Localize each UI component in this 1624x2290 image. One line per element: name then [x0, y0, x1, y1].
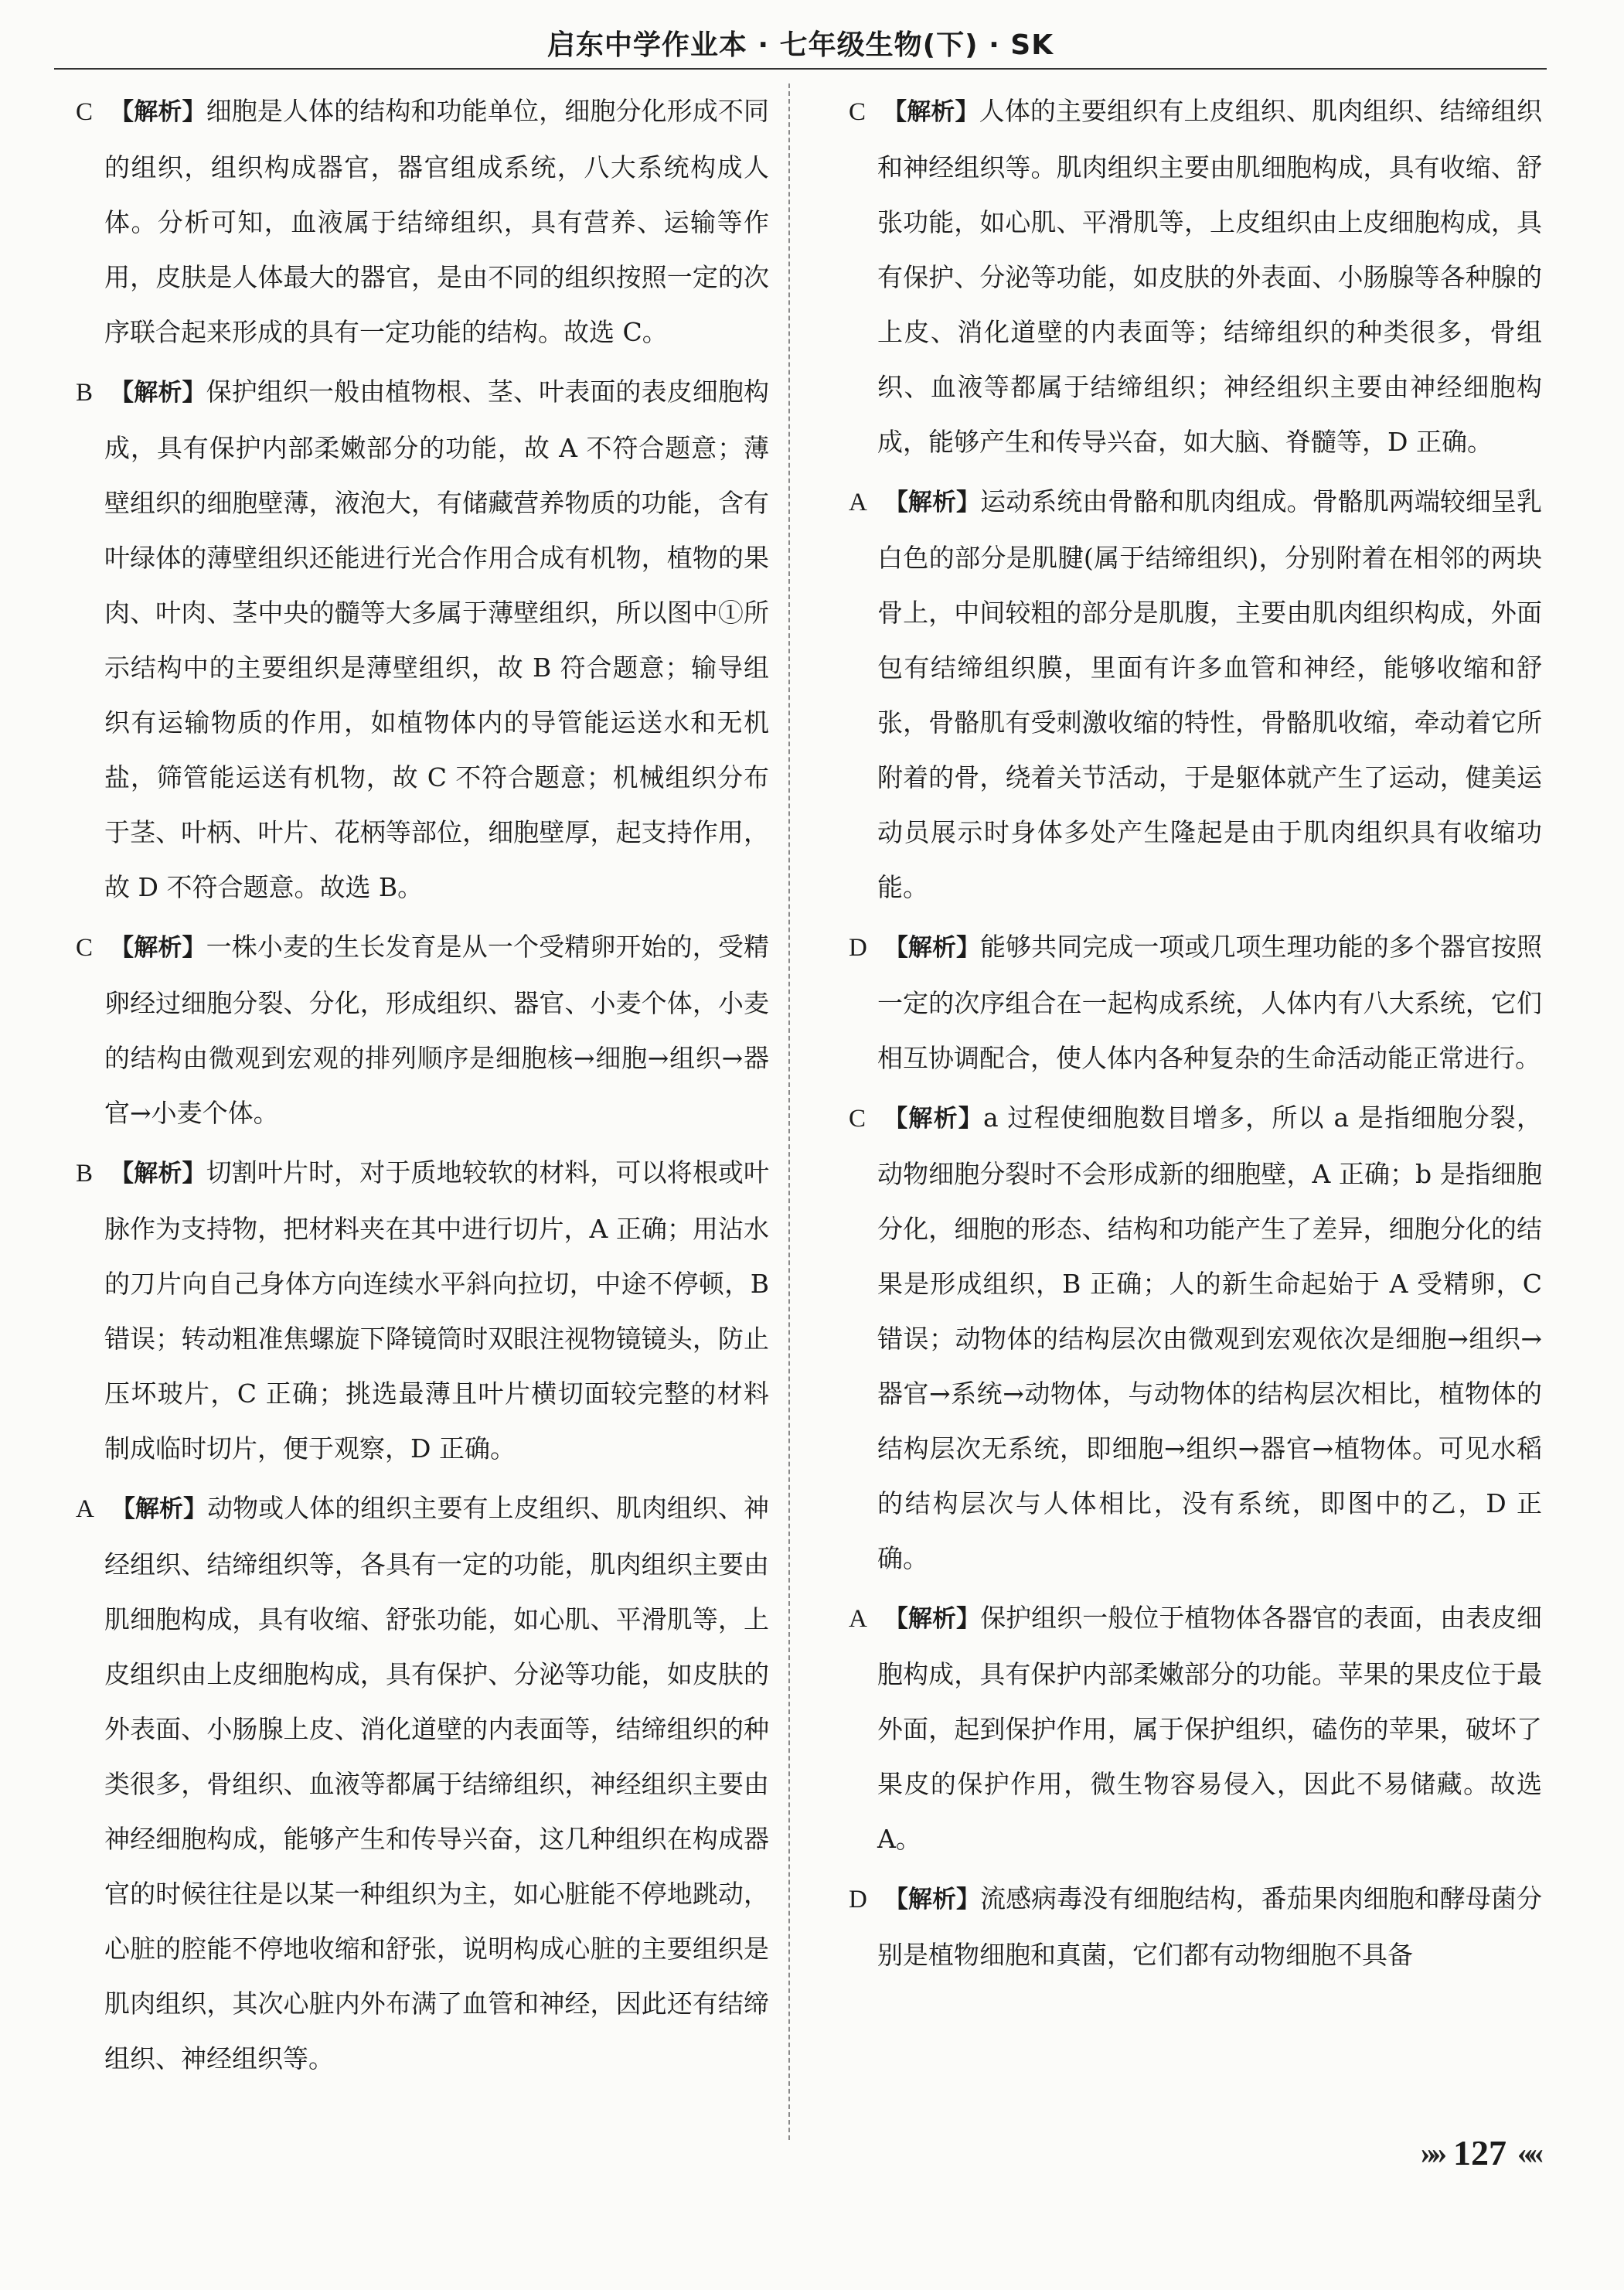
answer-item-4: C 【解析】一株小麦的生长发育是从一个受精卵开始的，受精卵经过细胞分裂、分化，形成组织、器官、小麦个体，小麦的结构由微观到宏观的排列顺序是细胞核→细胞→组织→器官→小麦个体。	[76, 932, 769, 1128]
page-number: 127	[1453, 2133, 1507, 2172]
double-chevron-right-icon: »»	[1421, 2135, 1442, 2170]
answer-item-5: B 【解析】切割叶片时，对于质地较软的材料，可以将根或叶脉作为支持物，把材料夹在其中进行切片，A 正确；用沾水的刀片向自己身体方向连续水平斜向拉切，中途不停顿，B 错误；转动粗准焦螺旋下降镜筒时双眼注视物镜镜头，防止压坏玻片，C 正确；挑选最薄且叶片横切面较完整的材料制成临时切片，便于观察，D 正确。	[76, 1157, 769, 1464]
analysis-tag: 【解析】	[883, 1886, 981, 1913]
analysis-tag: 【解析】	[883, 1105, 984, 1133]
answer-item-10: C 【解析】a 过程使细胞数目增多，所以 a 是指细胞分裂，动物细胞分裂时不会形成新的细胞壁，A 正确；b 是指细胞分化，细胞的形态、结构和功能产生了差异，细胞分化的结果是形成组织，B 正确；人的新生命起始于 A 受精卵，C 错误；动物体的结构层次由微观到宏观依次是细胞→组织→器官→系统→动物体，与动物体的结构层次相比，植物体的结构层次无系统，即细胞→组织→器官→植物体。可见水稻的结构层次与人体相比，没有系统，即图中的乙，D 正确。	[849, 1102, 1542, 1573]
page-footer	[1421, 2130, 1539, 2176]
header-title: 启东中学作业本 · 七年级生物(下) · SK	[546, 29, 1054, 61]
answer-item-12: D 【解析】流感病毒没有细胞结构，番茄果肉细胞和酵母菌分别是植物细胞和真菌，它们都有动物细胞不具备	[849, 1883, 1542, 1970]
column-divider	[788, 83, 790, 2140]
analysis-tag: 【解析】	[110, 98, 206, 126]
answer-item-11: A 【解析】保护组织一般位于植物体各器官的表面，由表皮细胞构成，具有保护内部柔嫩部分的功能。苹果的果皮位于最外面，起到保护作用，属于保护组织，磕伤的苹果，破坏了果皮的保护作用，微生物容易侵入，因此不易储藏。故选 A。	[849, 1603, 1542, 1854]
analysis-tag: 【解析】	[883, 1605, 981, 1633]
answer-item-2: C 【解析】细胞是人体的结构和功能单位，细胞分化形成不同的组织，组织构成器官，器官组成系统，八大系统构成人体。分析可知，血液属于结缔组织，具有营养、运输等作用，皮肤是人体最大的器官，是由不同的组织按照一定的次序联合起来形成的具有一定功能的结构。故选 C。	[76, 96, 769, 347]
analysis-tag: 【解析】	[110, 934, 206, 962]
right-column	[819, 83, 1542, 2140]
analysis-tag: 【解析】	[883, 489, 981, 516]
answer-item-9: D 【解析】能够共同完成一项或几项生理功能的多个器官按照一定的次序组合在一起构成系统，人体内有八大系统，它们相互协调配合，使人体内各种复杂的生命活动能正常进行。	[849, 932, 1542, 1073]
page-header	[54, 23, 1547, 70]
answer-item-3: B 【解析】保护组织一般由植物根、茎、叶表面的表皮细胞构成，具有保护内部柔嫩部分的功能，故 A 不符合题意；薄壁组织的细胞壁薄，液泡大，有储藏营养物质的功能，含有叶绿体的薄壁组织还能进行光合作用合成有机物，植物的果肉、叶肉、茎中央的髓等大多属于薄壁组织，所以图中①所示结构中的主要组织是薄壁组织，故 B 符合题意；输导组织有运输物质的作用，如植物体内的导管能运送水和无机盐，筛管能运送有机物，故 C 不符合题意；机械组织分布于茎、叶柄、叶片、花柄等部位，细胞壁厚，起支持作用，故 D 不符合题意。故选 B。	[76, 377, 769, 902]
analysis-tag: 【解析】	[111, 1495, 208, 1523]
answer-item-7: C 【解析】人体的主要组织有上皮组织、肌肉组织、结缔组织和神经组织等。肌肉组织主要由肌细胞构成，具有收缩、舒张功能，如心肌、平滑肌等，上皮组织由上皮细胞构成，具有保护、分泌等功能，如皮肤的外表面、小肠腺等各种腺的上皮、消化道壁的内表面等；结缔组织的种类很多，骨组织、血液等都属于结缔组织；神经组织主要由神经细胞构成，能够产生和传导兴奋，如大脑、脊髓等，D 正确。	[849, 96, 1542, 457]
analysis-tag: 【解析】	[883, 934, 981, 962]
answer-item-6: A 【解析】动物或人体的组织主要有上皮组织、肌肉组织、神经组织、结缔组织等，各具有一定的功能，肌肉组织主要由肌细胞构成，具有收缩、舒张功能，如心肌、平滑肌等，上皮组织由上皮细胞构成，具有保护、分泌等功能，如皮肤的外表面、小肠腺上皮、消化道壁的内表面等，结缔组织的种类很多，骨组织、血液等都属于结缔组织，神经组织主要由神经细胞构成，能够产生和传导兴奋，这几种组织在构成器官的时候往往是以某一种组织为主，如心脏能不停地跳动，心脏的腔能不停地收缩和舒张，说明构成心脏的主要组织是肌肉组织，其次心脏内外布满了血管和神经，因此还有结缔组织、神经组织等。	[76, 1493, 769, 2074]
analysis-tag: 【解析】	[883, 98, 979, 126]
analysis-tag: 【解析】	[110, 1160, 206, 1188]
answer-item-8: A 【解析】运动系统由骨骼和肌肉组成。骨骼肌两端较细呈乳白色的部分是肌腱(属于结缔组织)，分别附着在相邻的两块骨上，中间较粗的部分是肌腹，主要由肌肉组织构成，外面包有结缔组织膜，里面有许多血管和神经，能够收缩和舒张，骨骼肌有受刺激收缩的特性，骨骼肌收缩，牵动着它所附着的骨，绕着关节活动，于是躯体就产生了运动，健美运动员展示时身体多处产生隆起是由于肌肉组织具有收缩功能。	[849, 486, 1542, 902]
double-chevron-left-icon: ««	[1517, 2135, 1539, 2170]
left-column	[46, 83, 769, 2140]
analysis-tag: 【解析】	[110, 379, 206, 407]
